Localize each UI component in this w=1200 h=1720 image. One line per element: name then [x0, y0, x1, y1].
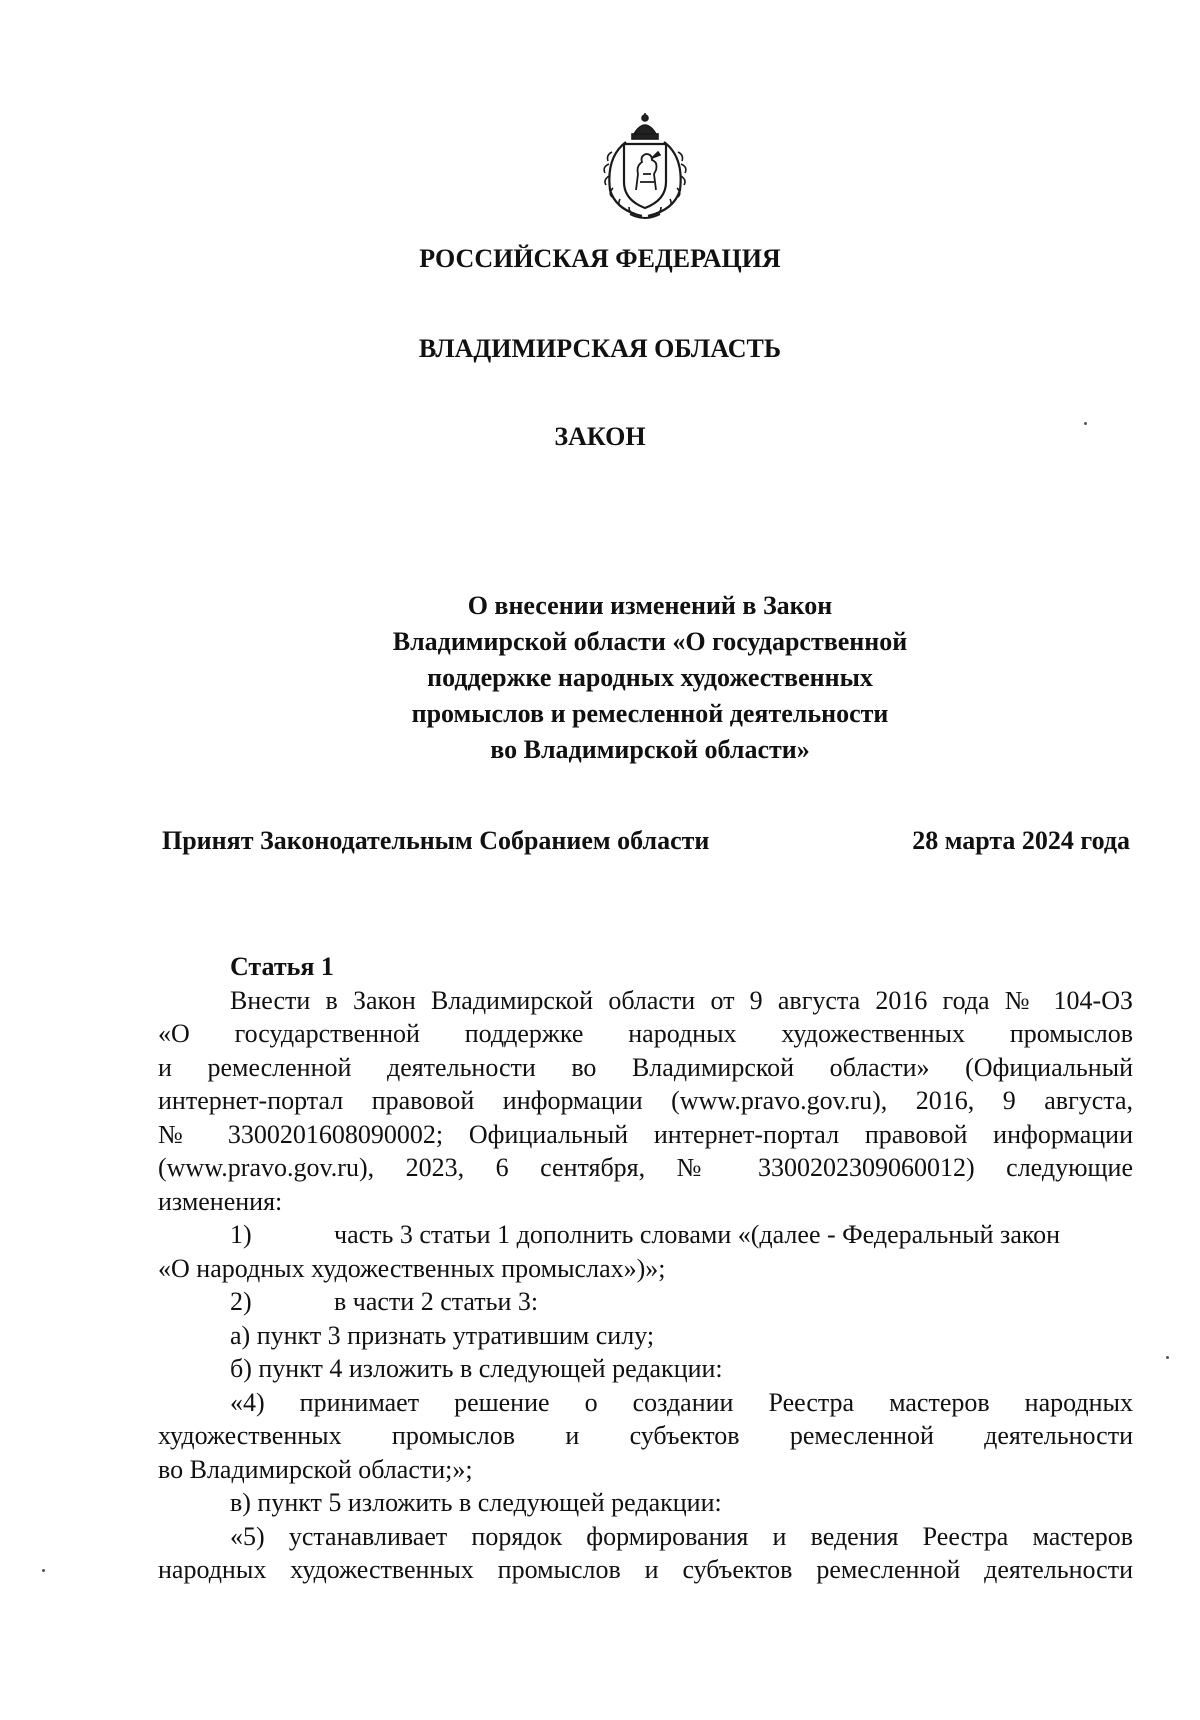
list-item-text: часть 3 статьи 1 дополнить словами «(далее - Федеральный закон — [334, 1220, 1061, 1249]
scan-speck — [1166, 1356, 1169, 1359]
country-heading: РОССИЙСКАЯ ФЕДЕРАЦИЯ — [419, 244, 781, 273]
scan-speck — [42, 1569, 45, 1572]
quote-line: народных художественных промыслов и субъектов ремесленной деятельности — [158, 1555, 1133, 1584]
adopted-by: Принят Законодательным Собранием области — [162, 826, 710, 855]
sub-item-v: в) пункт 5 изложить в следующей редакции: — [230, 1488, 722, 1517]
quote-line: художественных промыслов и субъектов ремесленной деятельности — [158, 1421, 1133, 1450]
paragraph-line: «О государственной поддержке народных художественных промыслов — [158, 1019, 1133, 1048]
scan-speck — [1084, 422, 1087, 425]
list-item-number: 2) — [230, 1287, 252, 1316]
paragraph-line: и ремесленной деятельности во Владимирской области» (Официальный — [158, 1052, 1133, 1082]
list-item-number: 1) — [230, 1220, 252, 1249]
adoption-date: 28 марта 2024 года — [912, 826, 1130, 855]
list-item-1 — [158, 1218, 1133, 1252]
paragraph-line: изменения: — [158, 1186, 283, 1216]
sub-item-b: б) пункт 4 изложить в следующей редакции: — [230, 1354, 723, 1383]
law-title — [300, 588, 1000, 768]
quote-line: «5) устанавливает порядок формирования и ведения Реестра мастеров — [230, 1521, 1133, 1551]
quote-line: во Владимирской области;»; — [158, 1454, 473, 1484]
list-item-text: в части 2 статьи 3: — [334, 1287, 539, 1316]
paragraph-line: «О народных художественных промыслах»)»; — [158, 1253, 666, 1283]
paragraph-line: Внести в Закон Владимирской области от 9 августа 2016 года № 104-ОЗ — [230, 985, 1133, 1015]
region-heading: ВЛАДИМИРСКАЯ ОБЛАСТЬ — [418, 334, 782, 363]
article-1 — [158, 950, 1133, 1587]
law-title-line: во Владимирской области» — [490, 735, 810, 764]
article-title: Статья 1 — [230, 952, 334, 981]
law-title-line: О внесении изменений в Закон — [467, 591, 833, 620]
document-type-heading: ЗАКОН — [554, 422, 646, 451]
law-title-line: Владимирской области «О государственной — [392, 627, 908, 656]
paragraph-line: (www.pravo.gov.ru), 2023, 6 сентября, № 3300202309060012) следующие — [158, 1153, 1133, 1182]
paragraph-line: интернет-портал правовой информации (www.pravo.gov.ru), 2016, 9 августа, — [158, 1086, 1133, 1115]
paragraph-line: № 3300201608090002; Официальный интернет-портал правовой информации — [158, 1119, 1133, 1149]
quote-line: «4) принимает решение о создании Реестра мастеров народных — [230, 1387, 1133, 1417]
coat-of-arms-emblem — [596, 112, 694, 222]
sub-item-a: а) пункт 3 признать утратившим силу; — [230, 1320, 655, 1350]
law-title-line: поддержке народных художественных — [427, 663, 873, 692]
law-title-line: промыслов и ремесленной деятельности — [411, 699, 889, 728]
list-item-2 — [158, 1285, 1133, 1319]
